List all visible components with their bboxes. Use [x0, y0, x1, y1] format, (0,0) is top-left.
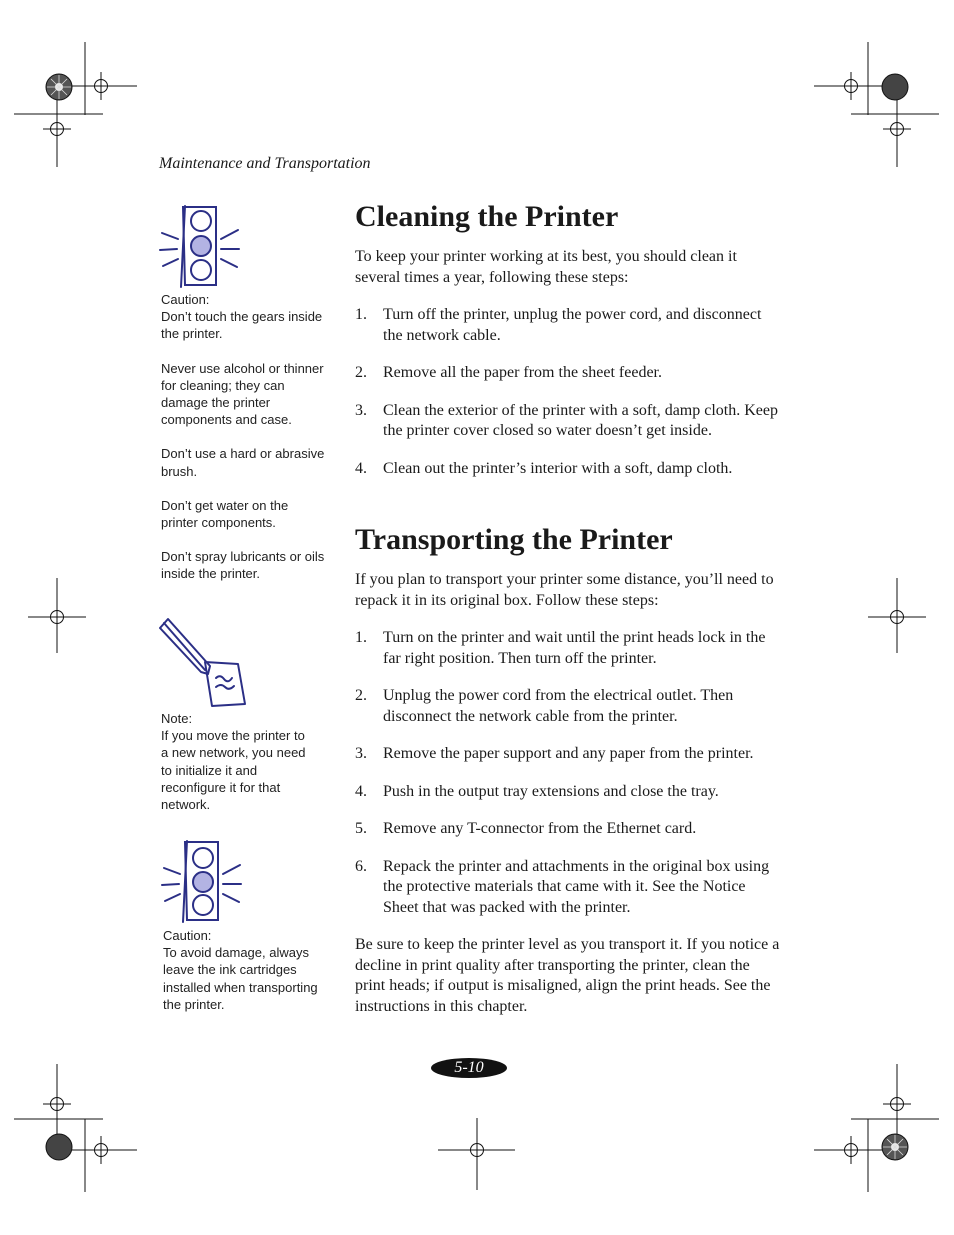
step-text: Remove any T-connector from the Ethernet card.	[383, 820, 697, 837]
step-list	[355, 628, 780, 918]
caution-label: Caution:	[161, 292, 210, 307]
closing-paragraph: Be sure to keep the printer level as you transport it. If you notice a decline in print quality after transporting the printer, clean the print heads; if output is misaligned, align the print heads. See the instructions in this chapter.	[355, 936, 780, 1015]
caution-note	[161, 291, 326, 600]
caution-text: To avoid damage, always leave the ink cartridges installed when transporting the printer.	[163, 945, 318, 1012]
note	[161, 710, 311, 830]
step-number: 3.	[355, 745, 367, 762]
step-number: 1.	[355, 306, 367, 323]
step-text: Clean out the printer’s interior with a soft, damp cloth.	[383, 459, 733, 477]
step-number: 1.	[355, 629, 367, 646]
list-item	[355, 819, 780, 840]
running-head: Maintenance and Transportation	[159, 155, 371, 172]
step-text: Turn off the printer, unplug the power cord, and disconnect the network cable.	[383, 306, 762, 344]
step-text: Remove the paper support and any paper from the printer.	[383, 745, 754, 762]
list-item	[355, 628, 780, 669]
step-number: 4.	[355, 459, 367, 477]
caution-note	[163, 927, 328, 1030]
list-item	[355, 686, 780, 727]
transporting-section	[355, 522, 780, 1017]
list-item	[355, 459, 780, 480]
note-label: Note:	[161, 711, 193, 726]
step-text: Remove all the paper from the sheet feeder.	[383, 364, 662, 381]
list-item	[355, 363, 780, 384]
list-item	[355, 782, 780, 803]
step-text: Clean the exterior of the printer with a soft, damp cloth. Keep the printer cover closed so water doesn’t get inside.	[383, 401, 778, 439]
step-text: Turn on the printer and wait until the print heads lock in the far right position. Then turn off the printer.	[383, 629, 766, 667]
section-title: Cleaning the Printer	[355, 200, 619, 233]
list-item	[355, 401, 780, 442]
caution-label: Caution:	[163, 928, 212, 943]
step-number: 3.	[355, 401, 367, 419]
step-number: 5.	[355, 820, 367, 837]
step-number: 2.	[355, 687, 367, 704]
caution-text: Don’t spray lubricants or oils inside the printer.	[161, 549, 325, 582]
note-pencil-icon	[158, 616, 250, 710]
caution-text: Never use alcohol or thinner for cleaning; they can damage the printer components and case.	[161, 360, 324, 428]
list-item	[355, 857, 780, 919]
list-item	[355, 305, 780, 346]
step-list	[355, 305, 780, 479]
step-number: 6.	[355, 857, 367, 875]
step-number: 4.	[355, 782, 367, 800]
caution-traffic-light-icon	[160, 838, 244, 924]
list-item	[355, 744, 780, 765]
section-title: Transporting the Printer	[355, 523, 673, 556]
caution-text: Don’t touch the gears inside the printer.	[161, 309, 323, 342]
step-text: Push in the output tray extensions and close the tray.	[383, 782, 719, 800]
step-number: 2.	[355, 364, 367, 381]
section-intro: If you plan to transport your printer some distance, you’ll need to repack it in its original box. Follow these steps:	[355, 571, 774, 609]
step-text: Repack the printer and attachments in the original box using the protective materials that came with it. See the Notice Sheet that was packed with the printer.	[383, 857, 770, 916]
caution-traffic-light-icon	[158, 203, 242, 289]
caution-text: Don’t get water on the printer components.	[161, 497, 289, 531]
page-number: 5-10	[431, 1058, 507, 1078]
cleaning-section	[355, 199, 780, 479]
caution-text: Don’t use a hard or abrasive brush.	[161, 446, 325, 479]
note-text: If you move the printer to a new network, you need to initialize it and reconfigure it for that network.	[161, 728, 306, 813]
section-intro: To keep your printer working at its best, you should clean it several times a year, following these steps:	[355, 248, 737, 286]
step-text: Unplug the power cord from the electrical outlet. Then disconnect the network cable from the printer.	[383, 687, 734, 725]
